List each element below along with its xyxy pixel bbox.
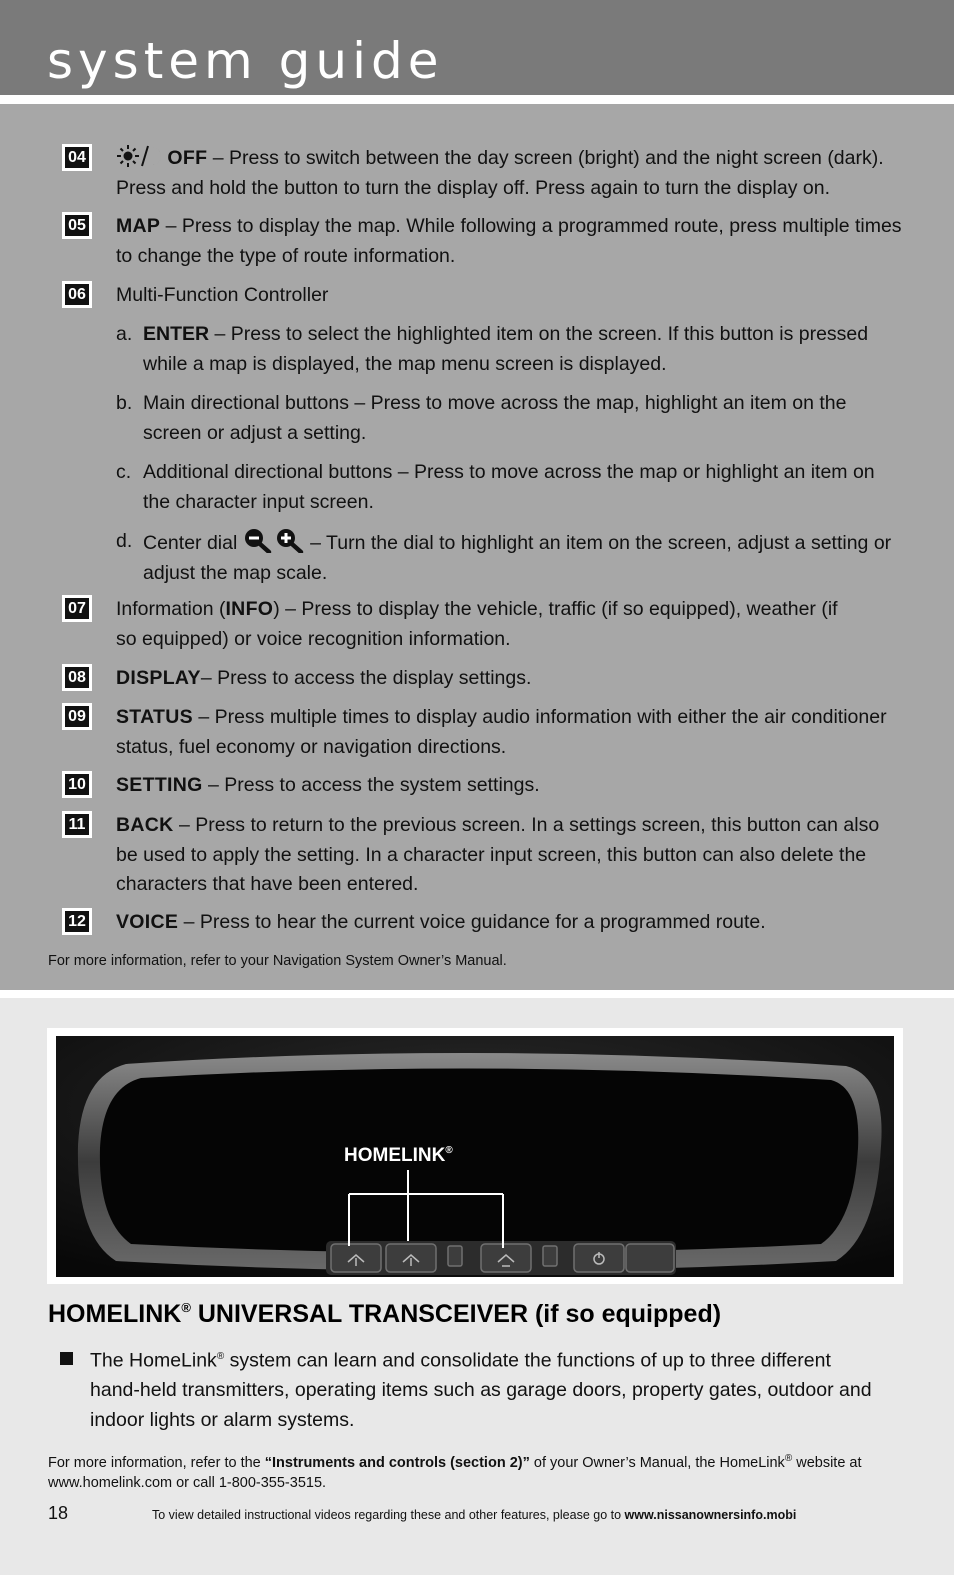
homelink-description: The HomeLink® system can learn and consolidate the functions of up to three different hand-held transmitters, operating items such as garage doors, property gates, outdoor and indoor lights or alarm systems.: [90, 1349, 872, 1431]
sun-moon-icon: [116, 144, 162, 168]
item-label: BACK: [116, 814, 174, 836]
page-header: [0, 0, 954, 95]
zoom-in-icon: [273, 527, 305, 553]
homelink-callout-label: HOMELINK®: [344, 1145, 453, 1166]
item-text: Information (INFO) – Press to display the vehicle, traffic (if so equipped), weather (if so equipped) or voice recognition information.: [116, 598, 838, 650]
footer-note: To view detailed instructional videos regarding these and other features, please go to www.nissanownersinfo.mobi: [152, 1508, 797, 1522]
sub-item-label: ENTER: [143, 323, 210, 345]
zoom-out-icon: [243, 527, 273, 553]
item-text: BACK – Press to return to the previous screen. In a settings screen, this button can also be used to apply the setting. In a character input screen, this button can also delete the characters that have been entered.: [116, 814, 880, 895]
header-divider: [0, 95, 954, 104]
panel-divider: [0, 990, 954, 998]
item-number-badge: 10: [62, 771, 92, 798]
rearview-mirror-photo: [56, 1036, 894, 1277]
item-text: SETTING – Press to access the system settings.: [116, 774, 540, 796]
item-number-badge: 12: [62, 908, 92, 935]
item-text: DISPLAY– Press to access the display settings.: [116, 667, 532, 689]
mirror-illustration: [56, 1036, 894, 1277]
item-number-badge: 11: [62, 811, 92, 838]
bullet-square-icon: [60, 1352, 73, 1365]
page-title: system guide: [47, 32, 444, 90]
item-label: OFF: [167, 147, 208, 169]
item-number-badge: 07: [62, 595, 92, 622]
footer-link[interactable]: www.nissanownersinfo.mobi: [624, 1508, 797, 1522]
page-number: 18: [48, 1503, 69, 1523]
item-label: STATUS: [116, 706, 193, 728]
item-number-badge: 04: [62, 144, 92, 171]
item-text: OFF – Press to switch between the day screen (bright) and the night screen (dark). Press and hold the button to turn the display off. Press again to turn the display on.: [116, 144, 906, 203]
item-text: MAP – Press to display the map. While following a programmed route, press multiple times to change the type of route information.: [116, 215, 902, 267]
item-label: SETTING: [116, 774, 203, 796]
homelink-section-title: HOMELINK® UNIVERSAL TRANSCEIVER (if so equipped): [48, 1300, 722, 1328]
item-number-badge: 05: [62, 212, 92, 239]
item-number-badge: 06: [62, 281, 92, 308]
item-label: VOICE: [116, 911, 179, 933]
item-text: STATUS – Press multiple times to display audio information with either the air conditioner status, fuel economy or navigation directions.: [116, 706, 887, 758]
item-number-badge: 09: [62, 703, 92, 730]
homelink-manual-note: For more information, refer to the “Instruments and controls (section 2)” of your Owner’s Manual, the HomeLink® website at www.homelink.com or call 1-800-355-3515.: [48, 1453, 862, 1492]
item-number-badge: 08: [62, 664, 92, 691]
item-label: MAP: [116, 215, 161, 237]
item-label: DISPLAY: [116, 667, 201, 689]
item-text: VOICE – Press to hear the current voice guidance for a programmed route.: [116, 911, 766, 933]
item-label: INFO: [225, 598, 274, 620]
navigation-manual-note: For more information, refer to your Navigation System Owner’s Manual.: [48, 953, 507, 969]
item-text: Multi-Function Controller: [116, 284, 329, 306]
